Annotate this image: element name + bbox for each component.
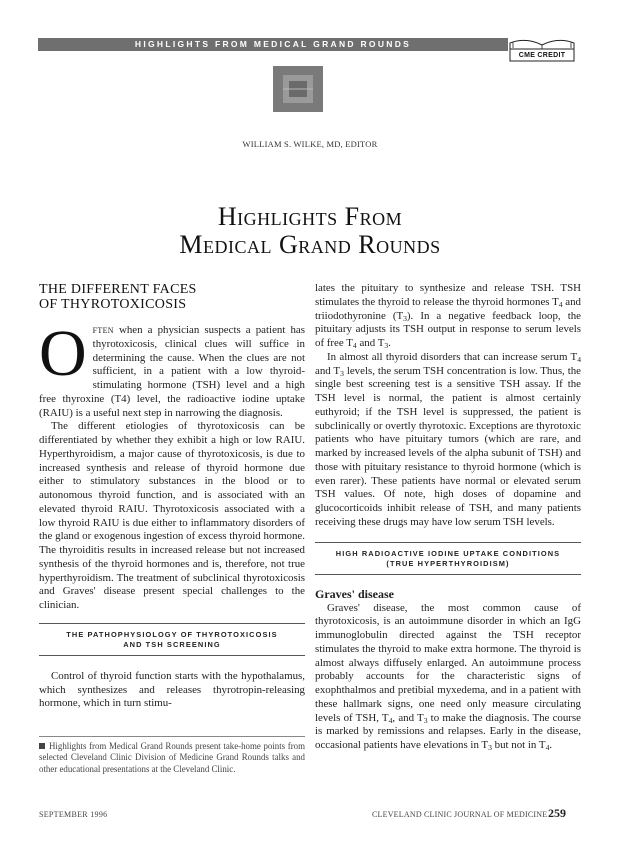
section-title-line-1: THE DIFFERENT FACES bbox=[39, 282, 197, 297]
paragraph: The different etiologies of thyrotoxicosis can be differentiated by whether they exhibit a high or low RAIU. Hyperthyroidism, a major cause of thyrotoxicosis, is due to increased synthesis and release of thyroid hormone due either to stimulatory substances in the blood or to autonomous thyroid function, and is associated with an elevated thyroid RAIU. Thyrotoxicosis associated with a low thyroid RAIU is due either to inflammatory disorders of the gland or exogenous ingestion of excess thyroid hormone. The thyroiditis results in increased release but not increased synthesis of the thyroid hormones and is, therefore, not true hyperthyroidism. The treatment of subclinical thyrotoxicosis and Graves' disease present special challenges to the clinician. bbox=[39, 420, 305, 611]
section-banner: HIGHLIGHTS FROM MEDICAL GRAND ROUNDS bbox=[38, 38, 508, 51]
page-number: 259 bbox=[548, 806, 566, 820]
cme-credit-badge bbox=[508, 33, 576, 63]
footnote-text: Highlights from Medical Grand Rounds present take-home points from selected Cleveland Clinic Division of Medicine Grand Rounds talks and other educational presentations at the Cleveland Clinic. bbox=[39, 741, 305, 774]
title-line-1: Highlights From bbox=[217, 202, 403, 231]
footer-journal: CLEVELAND CLINIC JOURNAL OF MEDICINE bbox=[372, 810, 548, 819]
intro-paragraph bbox=[39, 317, 305, 420]
footer-date: SEPTEMBER 1996 bbox=[39, 810, 108, 819]
subsection-heading-line-2: (TRUE HYPERTHYROIDISM) bbox=[386, 558, 510, 568]
footnote bbox=[39, 736, 305, 775]
journal-logo-icon bbox=[273, 66, 323, 112]
right-column bbox=[315, 282, 581, 753]
subsection-heading bbox=[315, 542, 581, 575]
paragraph: In almost all thyroid disorders that can increase serum $T_4$ and $T_3$ levels, the serum TSH concentration is low. Thus, the single best screening test is a sensitive TSH assay. If the TSH level is normal, the patient is almost certainly euthyroid; if the TSH level is suppressed, the patient is subclinically or overtly thyrotoxic. Exceptions are thyrotoxic patients who have pituitary tumors (which are rare, and marked by increased levels of the alpha subunit of TSH) and those with pituitary resistance to thyroid hormone (which is even rarer). These patients have normal or elevated serum TSH values. Of note, high doses of dopamine and glucocorticoids inhibit release of TSH, and many patients receiving these drugs may have low serum TSH levels. bbox=[315, 350, 581, 528]
subsection-heading-line-2: AND TSH SCREENING bbox=[123, 639, 221, 649]
paragraph: Control of thyroid function starts with the hypothalamus, which synthesizes and releases thyrotropin-releasing hormone, which in turn stimu- bbox=[39, 669, 305, 710]
editor-credit: WILLIAM S. WILKE, MD, EDITOR bbox=[242, 139, 378, 149]
square-bullet-icon bbox=[39, 743, 45, 749]
section-title-line-2: OF THYROTOXICOSIS bbox=[39, 297, 187, 312]
intro-text: when a physician suspects a patient has thyrotoxicosis, clinical clues will suffice in determining the cause. When the clues are not sufficient, in a patient with a low thyroid-stimulating hormone (TSH) level and a high free thyroxine (T4) level, the radioactive iodine uptake (RAIU) is a useful next step in narrowing the diagnosis. bbox=[39, 324, 305, 419]
subsection-heading-line-1: HIGH RADIOACTIVE IODINE UPTAKE CONDITIONS bbox=[335, 548, 561, 558]
title-line-2: Medical Grand Rounds bbox=[179, 230, 441, 259]
paragraph: lates the pituitary to synthesize and release TSH. TSH stimulates the thyroid to release the thyroid hormones $T_4$ and triiodothyronine $(T_3)$. In a negative feedback loop, the pituitary adjusts its TSH output in response to serum levels of free $T_4$ and $T_3$. bbox=[315, 282, 582, 350]
section-title bbox=[39, 282, 305, 312]
page-title bbox=[0, 203, 620, 259]
subsection-heading bbox=[39, 623, 305, 656]
subsection-heading-line-1: THE PATHOPHYSIOLOGY OF THYROTOXICOSIS bbox=[66, 629, 278, 639]
lead-in: ften bbox=[92, 324, 114, 336]
drop-cap: O bbox=[39, 317, 87, 390]
cme-credit-label: CME CREDIT bbox=[518, 52, 566, 59]
paragraph: Graves' disease, the most common cause of thyrotoxicosis, is an autoimmune disorder in which an IgG immunoglobulin directed against the TSH receptor stimulates the thyroid to make extra hormone. The thyroid is almost always diffusely enlarged. An autoimmune process probably accounts for the characteristic signs of exophthalmos and pretibial myxedema, and in a patient with these hallmark signs, one need only measure circulating levels of TSH, $T_4$, and $T_3$ to make the diagnosis. The course is marked by remissions and relapses. Early in the disease, occasional patients have elevations in $T_3$ but not in $T_4$. bbox=[315, 601, 581, 752]
graves-heading: Graves' disease bbox=[315, 586, 394, 601]
left-column bbox=[39, 282, 305, 711]
